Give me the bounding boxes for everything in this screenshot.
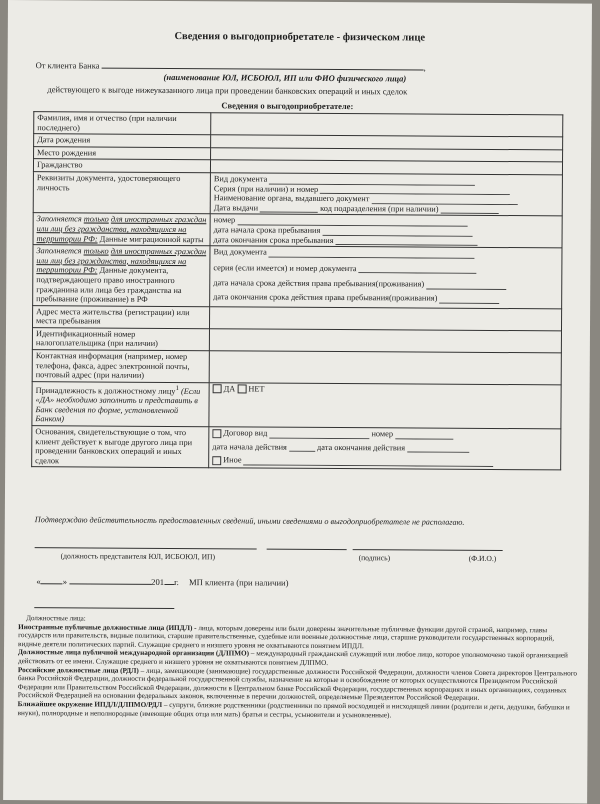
id-issuer-label: Наименование органа, выдавшего документ — [213, 193, 370, 204]
citizenship-label: Гражданство — [33, 159, 210, 173]
footnote-ipdl — [18, 623, 578, 652]
date-year-field[interactable] — [164, 584, 174, 585]
contacts-label: Контактная информация (например, номер телефона, факса, адрес электронной почты, почтовый адрес (при наличии) — [32, 350, 209, 383]
basis-contract-checkbox[interactable] — [212, 429, 221, 438]
form-sheet — [3, 0, 592, 804]
sig-fio-caption: (Ф.И.О.) — [468, 553, 497, 563]
basis-start-label: дата начала действия — [212, 441, 287, 452]
stay-type-label: Вид документа — [213, 247, 267, 257]
basis-other-checkbox[interactable] — [212, 456, 221, 465]
pdl-yes-label: ДА — [223, 384, 236, 394]
dob-label: Дата рождения — [34, 134, 211, 148]
migration-fields[interactable] — [210, 214, 562, 248]
client-name-field[interactable] — [102, 68, 424, 71]
footnote-ipdl-term: Иностранные публичные должностные лица (ИПДЛ) — [18, 622, 193, 632]
date-year: 201 — [151, 576, 165, 587]
date-quote-close: » — [62, 576, 68, 587]
signature-line[interactable] — [267, 539, 347, 550]
row-id-doc — [33, 172, 562, 217]
table-heading: Сведения о выгодоприобретателе: — [221, 100, 354, 112]
basis-contract-label: Договор вид — [223, 428, 268, 438]
id-date-label: Дата выдачи — [213, 203, 259, 213]
basis-number-label: номер — [371, 429, 394, 439]
stay-fields[interactable] — [210, 246, 562, 309]
from-client-label: От клиента Банка — [35, 60, 100, 71]
footnotes — [18, 614, 579, 721]
sig-position-caption: (должность представителя ЮЛ, ИСБОЮЛ, ИП) — [60, 551, 216, 562]
from-client-hint: (наименование ЮЛ, ИСБОЮЛ, ИП или ФИО физического лица) — [163, 71, 407, 84]
migration-card-text: Данные миграционной карты — [99, 234, 204, 244]
sig-sign-caption: (подпись) — [358, 553, 391, 563]
date-day-field[interactable] — [41, 583, 63, 584]
footnote-ipdl-text: - лица, которым доверены или были доверены значительные публичные функции другой страной, например, главы государств или правительств, видные политики, старшие правительственные, судебные или военные должностные лица, старшие руководители государственных корпораций, видные деятели политических партий. Служащие среднего и низшего уровня не охватываются понятием ИПДЛ. — [18, 623, 555, 650]
stay-doc-text: Данные документа, подтверждающего право иностранного гражданина или лица без гражданства на пребывание (проживание) в РФ — [36, 265, 182, 304]
acting-text: действующего к выгоде нижеуказанного лица при проведении банковских операций и иных сделок — [47, 84, 408, 97]
stay-only-word: только — [83, 246, 109, 256]
footnote-dlpmo-text: – международный гражданский служащий или любое лицо, которое уполномочено такой организацией действовать от ее имени. Служащие среднего и низшего уровня не охватываются понятием ДЛПМО. — [17, 649, 568, 667]
date-quote-open: « — [36, 576, 41, 587]
migration-condition: для иностранных граждан или лиц без гражданства, находящихся на территории РФ: — [36, 214, 207, 244]
footnote-close-text: – супруги, близкие родственники (родственники по прямой восходящей и нисходящей линии (родители и дети, дедушки, бабушки и внуки), полнородные и неполнородные (имеющие общих отца или мать) братья и сестры, усыновители и усыновленные). — [17, 700, 570, 719]
fio-value[interactable] — [211, 113, 563, 137]
pdl-no-label: НЕТ — [248, 384, 265, 394]
footnote-rdl — [18, 666, 578, 704]
row-migration-card — [33, 213, 562, 248]
row-fio — [34, 112, 563, 137]
inn-value[interactable] — [209, 329, 561, 353]
stay-fill-word: Заполняется — [36, 246, 82, 256]
pdl-footnote-mark: 1 — [175, 384, 179, 392]
inn-label: Идентификационный номер налогоплательщика (при наличии) — [32, 328, 209, 351]
row-basis — [32, 426, 561, 471]
stamp-label: МП клиента (при наличии) — [188, 577, 289, 588]
footnote-rdl-text: – лица, замещающие (занимающие) государственные должности Российской Федерации, должности членов Совета директоров Центрального банка Российской Федерации, должности федеральной государственной службы, назначение на которые и освобождение от которых осуществляются Президентом Российской Федерации или Правительством Российской Федерации, должности в Центральном банке Российской Федерации, государственных корпорациях и иных организациях, созданных Российской Федерацией на основании федеральных законов, включенные в перечни должностей, определяемые Президентом Российской Федерации. — [17, 666, 578, 703]
basis-label: Основания, свидетельствующие о том, что клиент действует к выгоде другого лица при проведении банковских операций и иных сделок — [32, 426, 209, 468]
stay-condition: для иностранных граждан или лиц без гражданства, находящихся на территории РФ: — [36, 246, 207, 275]
basis-other-label: Иное — [223, 455, 242, 465]
id-code-label: код подразделения (при наличии) — [320, 203, 439, 214]
id-doc-label: Реквизиты документа, удостоверяющего личность — [33, 172, 210, 214]
footnote-separator — [34, 599, 174, 609]
pdl-yes-checkbox[interactable] — [213, 385, 222, 394]
row-pdl — [32, 381, 561, 428]
row-contacts — [32, 350, 561, 385]
migration-fill-word: Заполняется — [36, 214, 82, 224]
row-stay-document — [33, 245, 562, 309]
migr-number-label: номер — [213, 215, 236, 225]
pdl-note: (Если «ДА» необходимо заполнить и представить в Банк сведения по форме, установленной Банком) — [35, 386, 201, 424]
basis-end-label: дата окончания действия — [317, 442, 406, 453]
footnote-dlpmo-term: Должностные лица публичной международной организации (ДЛПМО) — [17, 648, 250, 658]
id-type-label: Вид документа — [213, 174, 268, 184]
address-value[interactable] — [209, 306, 561, 330]
fio-line[interactable] — [353, 539, 503, 551]
pdl-choice — [209, 383, 561, 429]
form-title: Сведения о выгодоприобретателе - физическом лице — [174, 31, 426, 44]
footnote-rdl-term: Российские должностные лица (РДЛ) — [17, 665, 139, 675]
migration-label — [33, 213, 210, 246]
stay-end-label: дата окончания срока действия права пребывания(проживания) — [213, 292, 438, 303]
position-line[interactable] — [35, 537, 257, 549]
from-client-row: От клиента Банка , — [35, 60, 426, 73]
footnote-close-circle — [18, 700, 578, 721]
confirm-text: Подтверждаю действительность предоставленных сведений, иными сведениями о выгодоприобретателе не располагаю. — [34, 515, 465, 527]
stay-label — [33, 245, 210, 307]
date-row — [36, 576, 288, 588]
beneficiary-table — [31, 111, 563, 471]
date-month-field[interactable] — [69, 583, 151, 585]
date-g: г. — [174, 577, 179, 588]
row-address — [32, 305, 561, 330]
footnote-close-term: Ближайшее окружение ИПДЛ/ДЛПМО/РДЛ — [17, 700, 163, 709]
fio-label: Фамилия, имя и отчество (при наличии последнего) — [34, 112, 211, 135]
basis-fields — [209, 427, 561, 471]
contacts-value[interactable] — [209, 351, 561, 385]
id-series-label: Серия (при наличии) и номер — [213, 183, 319, 194]
row-inn — [32, 328, 561, 353]
pdl-label — [32, 381, 209, 426]
footnote-head: Должностные лица: — [26, 614, 86, 623]
pdl-title: Принадлежность к должностному лицу — [35, 385, 176, 396]
migr-end-label: дата окончания срока пребывания — [213, 234, 334, 245]
pob-label: Место рождения — [34, 146, 211, 160]
id-doc-fields[interactable] — [210, 173, 562, 217]
stay-start-label: дата начала срока действия права пребывания(проживания) — [213, 278, 425, 289]
address-label: Адрес места жительства (регистрации) или места пребывания — [32, 305, 209, 328]
migr-start-label: дата начала срока пребывания — [213, 225, 321, 235]
migration-only-word: только — [83, 214, 109, 224]
stay-series-label: серия (если имеется) и номер документа — [213, 262, 357, 273]
pdl-no-checkbox[interactable] — [237, 385, 246, 394]
